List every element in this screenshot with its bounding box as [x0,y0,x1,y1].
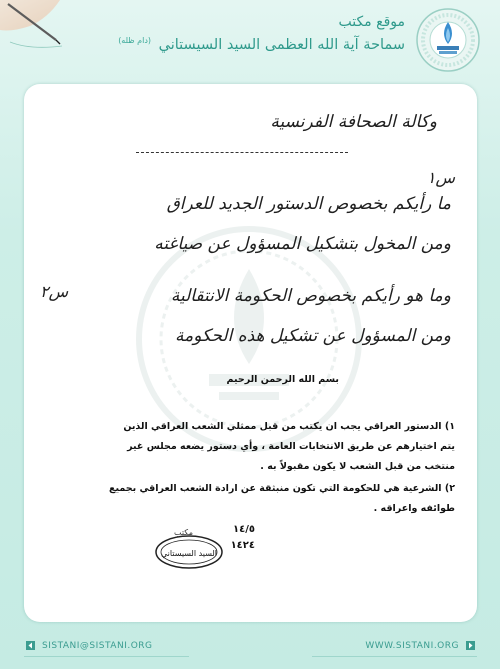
arrow-right-icon [466,641,475,650]
site-name: موقع مكتب [338,14,405,30]
email-text: SISTANI@SISTANI.ORG [42,641,153,651]
letter-document [24,84,477,622]
answer-2-line-1: ٢) الشرعية هي للحكومة التي تكون منبثقة عن ارادة الشعب العراقي بجميع [108,483,455,494]
answer-1-line-2: يتم اختيارهم عن طريق الانتخابات العامة ، وأي دستور يضعه مجلس غير [127,441,455,452]
site-header [0,0,500,78]
question-2-line-1: وما هو رأيكم بخصوص الحكومة الانتقالية [170,286,451,306]
divider [136,152,348,153]
website-text: WWW.SISTANI.ORG [365,641,459,651]
arrow-left-icon [26,641,35,650]
email-link[interactable] [24,636,189,657]
question-label-1: س١ [426,168,455,187]
site-footer [24,636,477,658]
question-label-2: س٢ [40,282,69,301]
letter-date: ١٤/٥ [233,524,255,535]
website-link[interactable] [312,636,477,657]
answer-1-line-3: منتخب من قبل الشعب لا يكون مقبولاً به . [260,461,455,472]
owner-title [118,36,405,53]
letter-year: ١٤٢٤ [230,540,255,551]
pen-icon [0,0,90,62]
honorific: (دام ظله) [118,36,152,45]
office-seal [154,530,224,570]
answer-1-line-1: ١) الدستور العراقي يجب ان يكتب من قبل ممثلي الشعب العراقي الذين [123,421,455,432]
site-logo-icon[interactable] [414,6,482,74]
question-2-line-2: ومن المسؤول عن تشكيل هذه الحكومة [175,326,451,346]
owner-name: سماحة آية الله العظمى السيد السيستاني [158,37,405,53]
stamp-heading: مكتب [174,528,193,537]
stamp-text: السيد السيستاني [160,549,218,558]
salutation-line: وكالة الصحافة الفرنسية [270,112,437,132]
answer-2-line-2: طوائفه واعراقه . [373,503,455,514]
question-1-line-2: ومن المخول بتشكيل المسؤول عن صياغته [154,234,451,254]
basmala: بسم الله الرحمن الرحيم [226,374,339,385]
question-1-line-1: ما رأيكم بخصوص الدستور الجديد للعراق [166,194,451,214]
